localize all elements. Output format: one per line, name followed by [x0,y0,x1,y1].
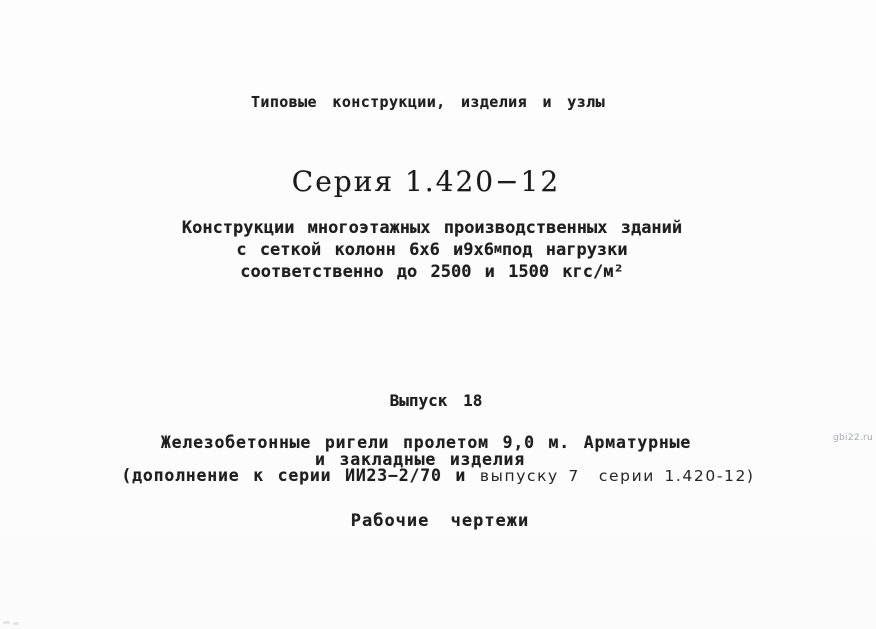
description-line-2 [0,240,870,263]
series-title: Серия 1.420−12 [291,165,561,198]
subject-line-3-typed: (дополнение к серии ИИ23−2/70 и [121,466,480,485]
description-line-1: Конструкции многоэтажных производственных зданий [181,218,683,238]
scan-artifact [3,621,10,624]
scan-artifact [13,622,19,625]
description-line-2-suffix: под нагрузки [501,239,628,260]
document-type: Рабочие чертежи [350,511,530,531]
watermark: gbi22.ru [833,433,874,443]
subject-line-3-inserted: выпуску 7 серии 1.420-12) [479,467,755,485]
subject-line-2: и закладные изделия [315,449,525,469]
issue-number: Выпуск 18 [389,391,483,410]
document-category: Типовые конструкции, изделия и узлы [250,93,606,111]
subject-block [0,435,876,485]
subject-line-3 [0,468,876,485]
description-line-2-prefix: с сеткой колонн 6х6 и9х6 [236,239,494,260]
meters-unit-label: м [493,241,502,257]
series-description [0,218,870,284]
subject-line-1: Железобетонные ригели пролетом 9,0 м. Арматурные [160,433,692,452]
description-line-3: соответственно до 2500 и 1500 кгс/м² [240,262,624,282]
